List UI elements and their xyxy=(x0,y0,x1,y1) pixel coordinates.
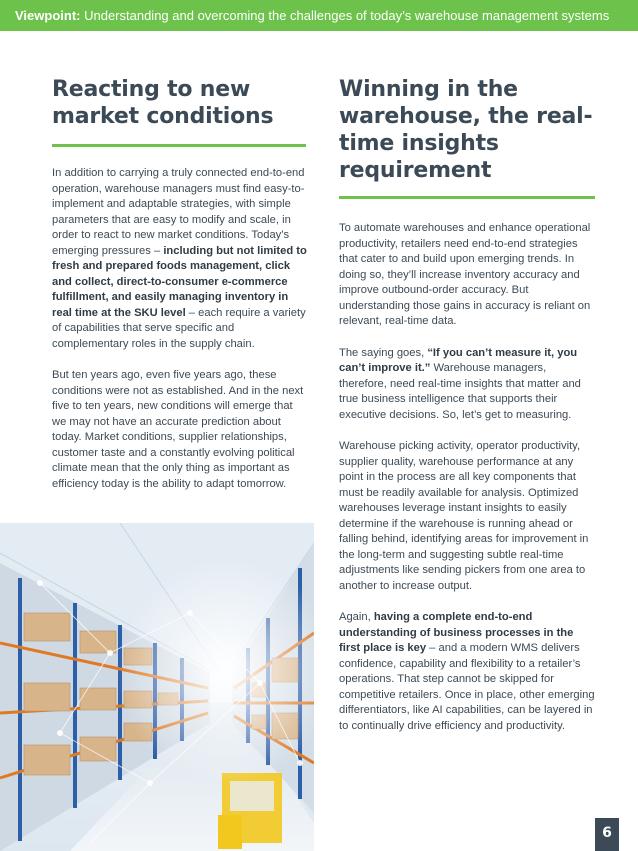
left-heading: Reacting to new market conditions xyxy=(52,77,274,129)
right-paragraph-2 xyxy=(339,346,595,424)
page-number: 6 xyxy=(595,818,619,851)
right-p2-quote: “If you can’t measure it, you can’t improve it.” xyxy=(339,346,578,374)
page-header-banner xyxy=(0,0,638,31)
right-paragraph-4 xyxy=(339,610,595,734)
right-p2-text-a: The saying goes, xyxy=(339,346,428,359)
right-paragraph-1: To automate warehouses and enhance operational productivity, retailers need end-to-end strategies that cater to and build upon emerging trends. In doing so, they’ll increase inventory accuracy and improve outbound-order accuracy. But understanding those gains in accuracy is reliant on relevant, real-time data. xyxy=(339,222,591,327)
right-paragraph-3: Warehouse picking activity, operator productivity, supplier quality, warehouse performance at any point in the process are all key components that must be readily available for analysis. Optimized warehouses leverage instant insights to easily determine if the warehouse is running ahead or falling behind, identifying areas for improvement in the long-term and suggesting subtle real-time adjustments like sending pickers from one area to another to increase output. xyxy=(339,440,589,592)
right-p4-bold: having a complete end-to-end understanding of business processes in the first place is key xyxy=(339,611,574,654)
left-paragraph-2: But ten years ago, even five years ago, these conditions were not as established. And in the next five to ten years, new conditions will emerge that we may not have an accurate prediction about today. Market conditions, supplier relationships, customer taste and a constantly evolving political climate mean that the only thing as important as efficiency today is the ability to adapt tomorrow. xyxy=(52,369,304,490)
left-p1-text-c: – each require a variety of capabilities that serve specific and complementary roles in the supply chain. xyxy=(52,306,306,350)
left-heading-rule xyxy=(52,144,306,147)
header-label: Viewpoint: xyxy=(15,8,81,23)
warehouse-illustration xyxy=(0,523,314,851)
right-p2-text-c: Warehouse managers, therefore, need real-time insights that matter and true business intelligence that supports their executive decisions. So, let’s get to measuring. xyxy=(339,362,581,421)
right-heading-rule xyxy=(339,196,595,199)
right-heading: Winning in the warehouse, the real-time insights requirement xyxy=(339,77,593,183)
left-column xyxy=(52,76,310,492)
left-p1-bold: including but not limited to fresh and prepared foods management, click and collect, direct-to-consumer e-commerce fulfillment, and easily managing inventory in real time at the SKU level xyxy=(52,244,307,319)
left-paragraph-1 xyxy=(52,166,310,352)
header-title: Understanding and overcoming the challenges of today’s warehouse management systems xyxy=(80,8,610,23)
right-p4-text-c: – and a modern WMS delivers confidence, capability and flexibility to a retailer’s operations. That step cannot be skipped for competitive retailers. Once in place, other emerging differentiators, like AI capabilities, can be layered in to continually drive efficiency and productivity. xyxy=(339,642,595,732)
left-p1-text-a: In addition to carrying a truly connected end-to-end operation, warehouse managers must find easy-to-implement and adaptable strategies, with simple parameters that are easy to modify and scale, in order to react to new market conditions. Today’s emerging pressures – xyxy=(52,167,305,257)
right-column xyxy=(339,76,595,734)
right-p4-text-a: Again, xyxy=(339,611,374,623)
warehouse-aisle-photo xyxy=(0,523,314,851)
